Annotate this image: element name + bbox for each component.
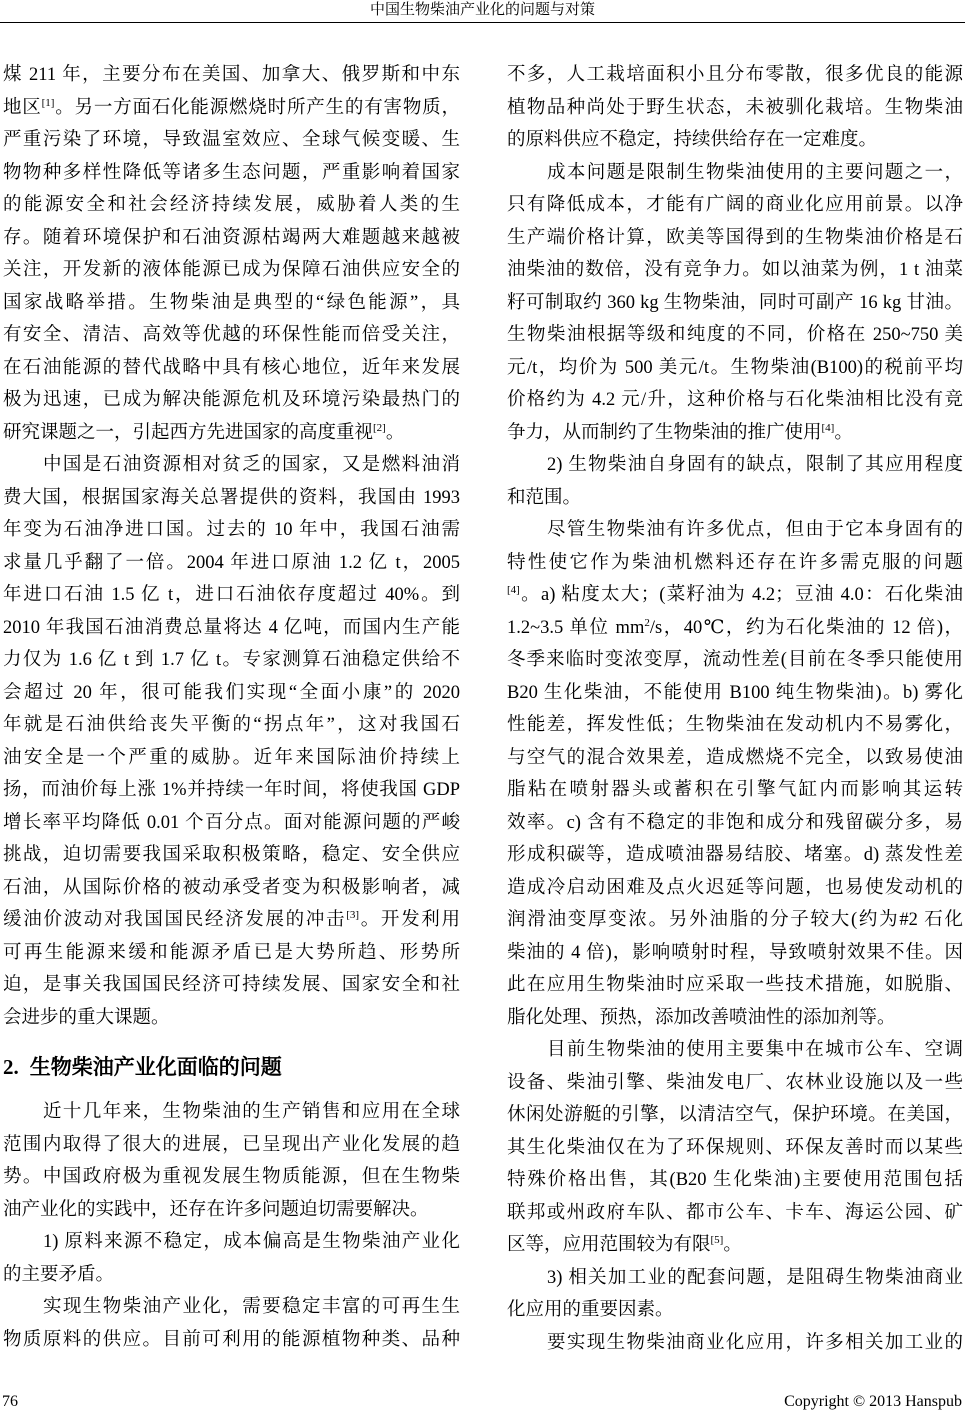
- paragraph: [507, 1327, 963, 1360]
- text-line: 关注，开发新的液体能源已成为保障石油供应安全的: [3, 260, 460, 280]
- paragraph: [507, 157, 963, 450]
- text-line: 实现生物柴油产业化，需要稳定丰富的可再生生: [43, 1297, 460, 1317]
- text-line: 生物柴油根据等级和纯度的不同，价格在 250~750 美: [507, 325, 963, 345]
- text-line: 的主要矛盾。: [3, 1264, 115, 1285]
- text-line: 物质原料的供应。目前可利用的能源植物种类、品种: [3, 1329, 460, 1350]
- text-line: 在石油能源的替代战略中具有核心地位，近年来发展: [3, 357, 460, 378]
- text-line: 中国是石油资源相对贫乏的国家，又是燃料油消: [43, 455, 460, 475]
- text-line: [3, 92, 460, 125]
- text-line: 只有降低成本，才能有广阔的商业化应用前景。以净: [507, 195, 963, 215]
- paragraph: [507, 449, 963, 514]
- text-line: 范围内取得了很大的进展，已呈现出产业化发展的趋: [3, 1134, 460, 1155]
- text-line: 严重污染了环境，导致温室效应、全球气候变暖、生: [3, 130, 460, 150]
- text-line: [3, 904, 460, 937]
- text-line: 脂化处理、预热，添加改善喷油性的添加剂等。: [507, 1007, 896, 1028]
- text-line: 与空气的混合效果差，造成燃烧不完全，以致易使油: [507, 747, 963, 768]
- text-run: 地区: [3, 97, 42, 118]
- text-line: 成本问题是限制生物柴油使用的主要问题之一，: [547, 162, 963, 183]
- text-line: 冬季来临时变浓变厚，流动性差(目前在冬季只能使用: [507, 650, 963, 670]
- paragraph: [3, 1096, 460, 1226]
- text-line: 1) 原料来源不稳定，成本偏高是生物柴油产业化: [43, 1232, 460, 1252]
- text-line: 势。中国政府极为重视发展生物质能源，但在生物柴: [3, 1167, 460, 1187]
- text-run: 。另一方面石化能源燃烧时所产生的有害物质，: [54, 97, 460, 118]
- text-line: 年就是石油供给丧失平衡的“拐点年”，这对我国石: [3, 715, 460, 735]
- text-line: 国家战略举措。生物柴油是典型的“绿色能源”，具: [3, 292, 460, 313]
- text-line: 会进步的重大课题。: [3, 1007, 170, 1028]
- text-line: [507, 1229, 963, 1262]
- text-line: 化应用的重要因素。: [507, 1300, 674, 1320]
- text-line: 2010 年我国石油消费总量将达 4 亿吨，而国内生产能: [3, 617, 460, 638]
- text-run: 1.2~3.5 单位 mm: [507, 617, 645, 638]
- text-line: 脂粘在喷射器头或蓄积在引擎气缸内而影响其运转: [507, 780, 963, 800]
- text-line: 费大国，根据国家海关总署提供的资料，我国由 1993: [3, 487, 460, 508]
- section-heading: [3, 1047, 460, 1087]
- text-line: 效率。c) 含有不稳定的非饱和成分和残留碳分多，易: [507, 812, 963, 833]
- text-line: 煤 211 年，主要分布在美国、加拿大、俄罗斯和中东: [3, 65, 460, 85]
- citation-ref: [3]: [346, 909, 360, 921]
- text-run: /s，40℃，约为石化柴油的 12 倍)，: [649, 617, 963, 638]
- paragraph: [3, 449, 460, 1034]
- citation-ref: [4]: [821, 421, 835, 434]
- paragraph: [3, 1226, 460, 1291]
- text-line: 迫，是事关我国国民经济可持续发展、国家安全和社: [3, 975, 460, 995]
- text-line: 存。随着环境保护和石油资源枯竭两大难题越来越被: [3, 227, 460, 248]
- text-line: 目前生物柴油的使用主要集中在城市公车、空调: [547, 1040, 963, 1060]
- text-line: 造成冷启动困难及点火迟延等问题，也易使发动机的: [507, 877, 963, 898]
- citation-ref: [4]: [507, 584, 520, 596]
- citation-ref: [2]: [373, 421, 386, 434]
- text-line: [507, 417, 963, 450]
- header-rule: [0, 22, 965, 23]
- text-line: 增长率平均降低 0.01 个百分点。面对能源问题的严峻: [3, 812, 460, 833]
- text-line: 物物种多样性降低等诸多生态问题，严重影响着国家: [3, 162, 460, 183]
- text-run: 研究课题之一，引起西方先进国家的高度重视: [3, 422, 374, 443]
- text-line: 年进口石油 1.5 亿 t，进口石油依存度超过 40%。到: [3, 585, 460, 605]
- paragraph: [3, 59, 460, 449]
- text-run: 。: [385, 422, 405, 443]
- text-line: 年变为石油净进口国。过去的 10 年中，我国石油需: [3, 520, 460, 540]
- superscript: 2: [644, 616, 650, 629]
- text-line: B20 生化柴油，不能使用 B100 纯生物柴油)。b) 雾化: [507, 682, 963, 703]
- text-run: 。开发利用: [359, 910, 460, 930]
- text-line: 会超过 20 年，很可能我们实现“全面小康”的 2020: [3, 682, 460, 703]
- text-line: 和范围。: [507, 487, 582, 508]
- paragraph: [3, 1291, 460, 1356]
- text-line: 特殊价格出售，其(B20 生化柴油)主要使用范围包括: [507, 1170, 963, 1190]
- text-line: 求量几乎翻了一倍。2004 年进口原油 1.2 亿 t，2005: [3, 552, 460, 573]
- paragraph: [507, 1262, 963, 1327]
- copyright-notice: Copyright © 2013 Hanspub: [784, 1393, 962, 1410]
- text-line: 极为迅速，已成为解决能源危机及环境污染最热门的: [3, 390, 460, 410]
- left-column: [3, 59, 460, 1356]
- text-line: 联邦或州政府车队、都市公车、卡车、海运公园、矿: [507, 1202, 963, 1223]
- text-line: 生产端价格计算，欧美等国得到的生物柴油价格是石: [507, 227, 963, 248]
- section-number: 2.: [3, 1055, 19, 1079]
- citation-ref: [5]: [710, 1234, 724, 1246]
- text-line: 形成积碳等，造成喷油器易结胶、堵塞。d) 蒸发性差: [507, 845, 963, 865]
- text-line: 此在应用生物柴油时应采取一些技术措施，如脱脂、: [507, 975, 963, 995]
- text-line: 油安全是一个严重的威胁。近年来国际油价持续上: [3, 747, 460, 768]
- text-line: 有安全、清洁、高效等优越的环保性能而倍受关注，: [3, 325, 460, 345]
- text-line: 挑战，迫切需要我国采取积极策略，稳定、安全供应: [3, 845, 460, 865]
- text-line: 石油，从国际价格的被动承受者变为积极影响者，减: [3, 877, 460, 898]
- text-line: 扬，而油价每上涨 1%并持续一年时间，将使我国 GDP: [3, 780, 460, 800]
- text-line: 力仅为 1.6 亿 t 到 1.7 亿 t。专家测算石油稳定供给不: [3, 650, 460, 670]
- text-line: 的原料供应不稳定，持续供给存在一定难度。: [507, 130, 878, 150]
- text-line: [507, 612, 963, 645]
- text-line: 价格约为 4.2 元/升，这种价格与石化柴油相比没有竞: [507, 390, 963, 410]
- text-line: 特性使它作为柴油机燃料还存在许多需克服的问题: [507, 552, 963, 573]
- text-line: 可再生能源来缓和能源矛盾已是大势所趋、形势所: [3, 942, 460, 963]
- text-line: [507, 579, 963, 612]
- text-line: 润滑油变厚变浓。另外油脂的分子较大(约为#2 石化: [507, 910, 963, 930]
- section-title: 生物柴油产业化面临的问题: [29, 1055, 282, 1079]
- text-line: 要实现生物柴油商业化应用，许多相关加工业的: [547, 1332, 963, 1353]
- text-line: 的能源安全和社会经济持续发展，威胁着人类的生: [3, 195, 460, 215]
- text-line: 2) 生物柴油自身固有的缺点，限制了其应用程度: [547, 455, 963, 475]
- text-run: 区等，应用范围较为有限: [507, 1235, 711, 1255]
- text-run: 争力，从而制约了生物柴油的推广使用: [507, 422, 822, 443]
- text-run: 缓油价波动对我国国民经济发展的冲击: [3, 910, 347, 930]
- text-line: 植物品种尚处于野生状态，未被驯化栽培。生物柴油: [507, 97, 963, 118]
- text-line: 柴油的 4 倍)，影响喷射时程，导致喷射效果不佳。因: [507, 942, 963, 963]
- text-run: 。a) 粘度太大；(菜籽油为 4.2；豆油 4.0：石化柴油: [519, 585, 963, 605]
- citation-ref: [1]: [41, 96, 55, 109]
- right-column: [507, 59, 963, 1359]
- text-line: 尽管生物柴油有许多优点，但由于它本身固有的: [547, 520, 963, 540]
- text-line: [3, 417, 460, 450]
- text-line: 油产业化的实践中，还存在许多问题迫切需要解决。: [3, 1199, 429, 1220]
- page-number: 76: [2, 1393, 18, 1410]
- text-line: 其生化柴油仅在为了环保规则、环保友善时而以某些: [507, 1137, 963, 1158]
- text-run: 。: [834, 422, 853, 443]
- running-header: 中国生物柴油产业化的问题与对策: [369, 2, 595, 18]
- paragraph: [507, 1034, 963, 1262]
- paragraph: [507, 59, 963, 157]
- text-line: 不多，人工栽培面积小且分布零散，很多优良的能源: [507, 65, 963, 85]
- text-line: 元/t，均价为 500 美元/t。生物柴油(B100)的税前平均: [507, 357, 963, 378]
- text-line: 籽可制取约 360 kg 生物柴油，同时可副产 16 kg 甘油。: [507, 292, 963, 313]
- text-line: 3) 相关加工业的配套问题，是阻碍生物柴油商业: [547, 1267, 963, 1288]
- text-line: 性能差，挥发性低；生物柴油在发动机内不易雾化，: [507, 715, 963, 735]
- text-run: 。: [723, 1235, 742, 1255]
- text-line: 近十几年来，生物柴油的生产销售和应用在全球: [43, 1102, 460, 1122]
- text-line: 设备、柴油引擎、柴油发电厂、农林业设施以及一些: [507, 1072, 963, 1093]
- text-line: 油柴油的数倍，没有竞争力。如以油菜为例，1 t 油菜: [507, 260, 963, 280]
- text-line: 休闲处游艇的引擎，以清洁空气，保护环境。在美国，: [507, 1105, 963, 1125]
- paragraph: [507, 514, 963, 1034]
